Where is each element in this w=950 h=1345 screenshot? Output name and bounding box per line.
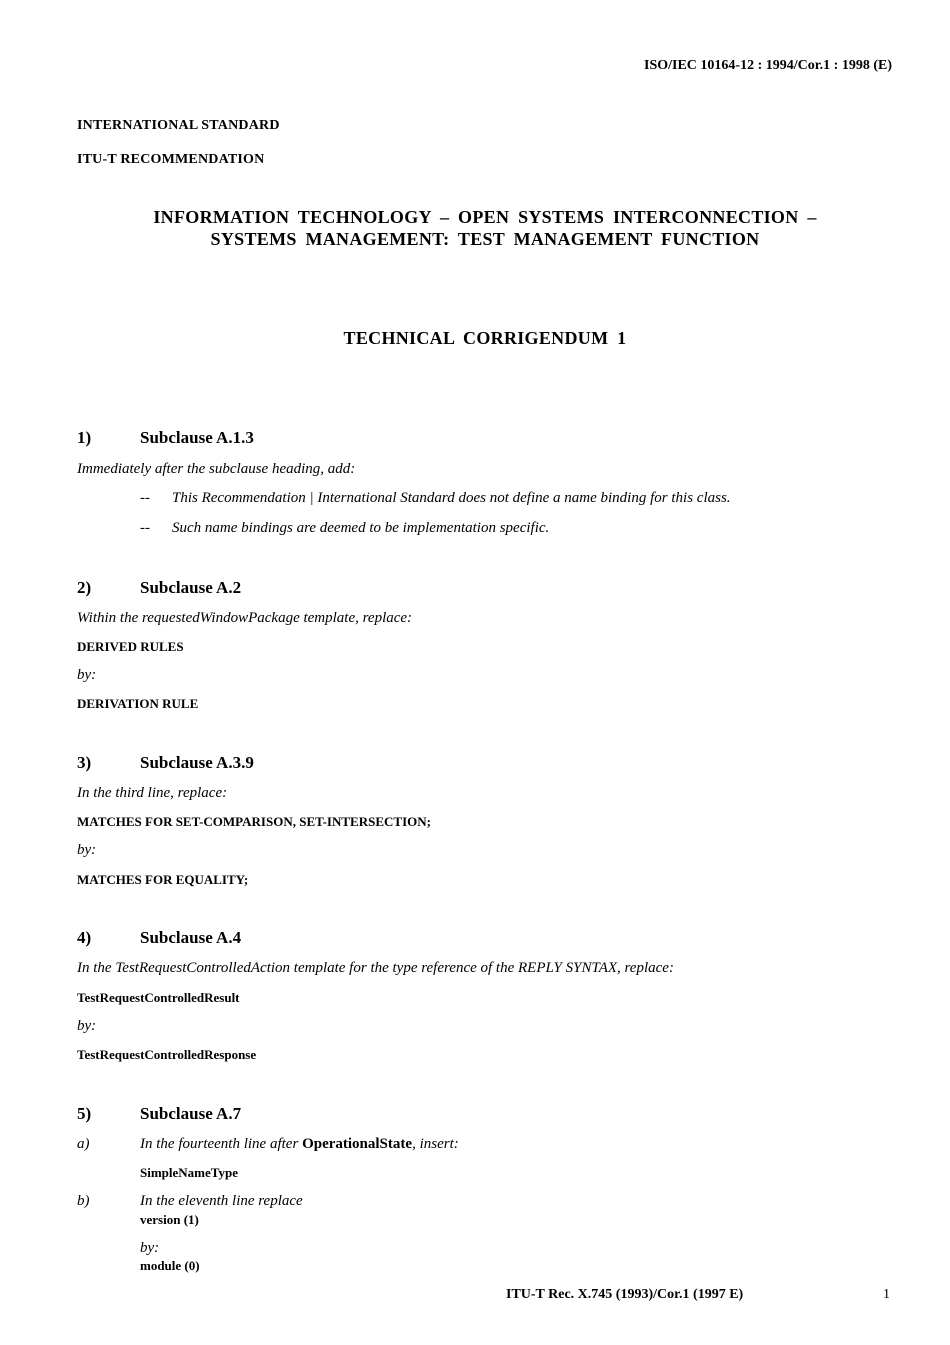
corrigendum-title: TECHNICAL CORRIGENDUM 1 xyxy=(343,328,627,348)
item-a-code: SimpleNameType xyxy=(140,1165,238,1180)
item-b-text: In the eleventh line replace xyxy=(140,1193,303,1209)
bullet-text: Such name bindings are deemed to be implementation specific. xyxy=(172,520,550,536)
section-1-intro: Immediately after the subclause heading, add: xyxy=(77,461,356,477)
item-b-by: by: xyxy=(140,1240,160,1256)
section-3-intro: In the third line, replace: xyxy=(77,785,228,801)
footer-recommendation: ITU-T Rec. X.745 (1993)/Cor.1 (1997 E) xyxy=(506,1287,744,1302)
page-number: 1 xyxy=(883,1287,890,1302)
document-id: ISO/IEC 10164-12 : 1994/Cor.1 : 1998 (E) xyxy=(644,58,892,73)
section-1-number: 1) xyxy=(77,428,92,447)
item-a-label: a) xyxy=(77,1136,90,1152)
section-1-heading: Subclause A.1.3 xyxy=(140,428,254,447)
section-3-heading: Subclause A.3.9 xyxy=(140,753,254,772)
section-3-number: 3) xyxy=(77,753,92,772)
section-4-number: 4) xyxy=(77,928,92,947)
section-5-number: 5) xyxy=(77,1104,92,1123)
section-4-new-text: TestRequestControlledResponse xyxy=(77,1047,257,1062)
section-2-number: 2) xyxy=(77,578,92,597)
bullet-dash: -- xyxy=(140,490,150,506)
section-4-heading: Subclause A.4 xyxy=(140,928,242,947)
section-4-by: by: xyxy=(77,1018,97,1034)
section-2-heading: Subclause A.2 xyxy=(140,578,242,597)
section-4-intro: In the TestRequestControlledAction template for the type reference of the REPLY SYNTAX, replace: xyxy=(77,960,674,976)
international-standard-label: INTERNATIONAL STANDARD xyxy=(77,118,280,133)
item-a-text-bold: OperationalState xyxy=(302,1136,413,1152)
item-b-new-text: module (0) xyxy=(140,1258,200,1273)
section-2-intro: Within the requestedWindowPackage template, replace: xyxy=(77,610,413,626)
section-5-heading: Subclause A.7 xyxy=(140,1104,242,1123)
title-line-1: INFORMATION TECHNOLOGY – OPEN SYSTEMS INTERCONNECTION – xyxy=(153,207,817,227)
section-2-new-text: DERIVATION RULE xyxy=(77,696,199,711)
itu-recommendation-label: ITU-T RECOMMENDATION xyxy=(77,152,265,167)
section-3-old-text: MATCHES FOR SET-COMPARISON, SET-INTERSECTION; xyxy=(77,814,431,829)
item-a-text-pre: In the fourteenth line after xyxy=(140,1136,303,1152)
section-2-by: by: xyxy=(77,667,97,683)
item-b-old-text: version (1) xyxy=(140,1212,199,1227)
section-2-old-text: DERIVED RULES xyxy=(77,639,184,654)
item-a-text-post: , insert: xyxy=(412,1136,459,1152)
bullet-dash: -- xyxy=(140,520,150,536)
section-4-old-text: TestRequestControlledResult xyxy=(77,990,240,1005)
bullet-text: This Recommendation | International Standard does not define a name binding for this class. xyxy=(172,490,731,506)
item-a-text xyxy=(140,1136,459,1153)
item-b-label: b) xyxy=(77,1193,90,1209)
section-3-new-text: MATCHES FOR EQUALITY; xyxy=(77,872,249,887)
section-3-by: by: xyxy=(77,842,97,858)
title-line-2: SYSTEMS MANAGEMENT: TEST MANAGEMENT FUNCTION xyxy=(210,229,760,249)
